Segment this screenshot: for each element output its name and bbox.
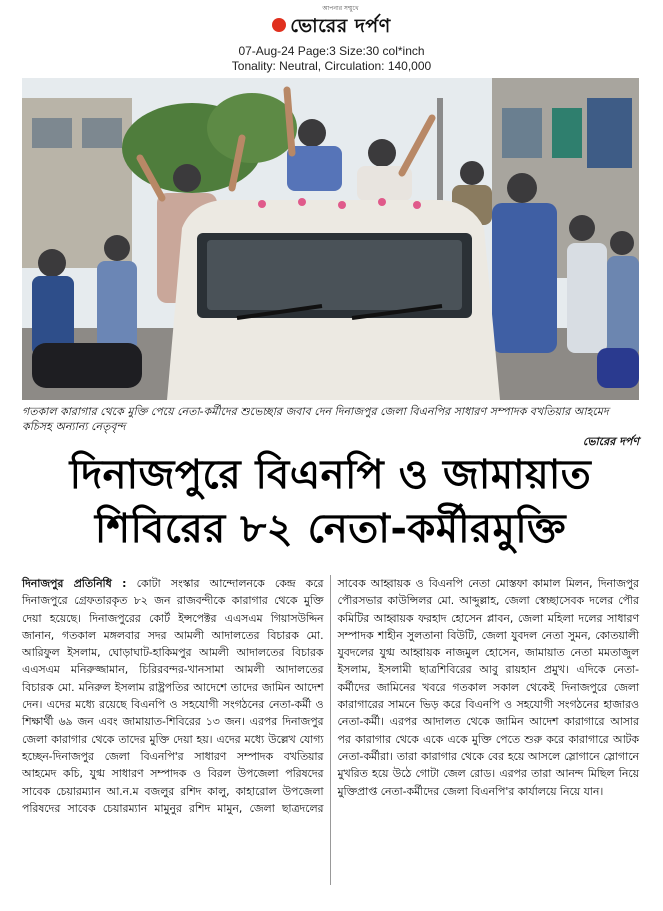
headline-line-2: শিবিরের ৮২ নেতা-কর্মীরমুক্তি <box>94 506 567 552</box>
article-body <box>22 575 639 885</box>
masthead <box>0 6 663 74</box>
tonality-info: Tonality: Neutral, Circulation: 140,000 <box>231 59 432 73</box>
news-photo <box>22 78 639 400</box>
article-text: কোটা সংস্কার আন্দোলনকে কেন্দ্র করে দিনাজপুরে গ্রেফতারকৃত ৮২ জন রাজবন্দীকে কারাগার থেকে মুক্তি দেয়া হয়েছে। দিনাজপুরের কোর্ট ইন্সপেক্টর এএসএম গিয়াসউদ্দিন জানান, গতকাল মঙ্গলবার সদর আমলী আদালতের বিচারক মো. আরিফুল ইসলাম, ঘোড়াঘাট-হাকিমপুর আমলী আদালতের বিচারক এএসএম মনিরুজ্জামান, চিরিরবন্দর-খানসামা আমলী আদালতের বিচারক মো. মনিরুল ইসলাম রাষ্ট্রপতির আদেশে তাদের জামিন আদেশ দেন। এদের মধ্যে রয়েছে বিএনপি ও সহযোগী সংগঠনের নেতা-কর্মী ও শিক্ষার্থী ৬৯ জন এবং জামায়াত-শিবিরের ১৩ জন। এরপর দিনাজপুর জেলা কারাগার থেকে তাদের মুক্তি দেয়া হয়। এদের মধ্যে উল্লেখ যোগ্য হচ্ছেন-দিনাজপুর জেলা বিএনপি'র সাধারণ সম্পাদক বখতিয়ার আহমেদ কচি, যুগ্ম সাধারণ সম্পাদক ও বিরল উপজেলা পরিষদের সাবেক চেয়ারম্যান আ.ন.ম বজলুর রশিদ কালু, কাহারোল উপজেলা পরিষদের সাবেক চেয়ারম্যান মামুনুর রশিদ মামুন, জেলা ছাত্রদলের সাবেক আহ্বায়ক ও বিএনপি নেতা মোস্তফা কামাল মিলন, দিনাজপুর পৌরসভার কাউন্সিলর মো. আব্দুল্লাহ, জেলা স্বেচ্ছাসেবক দলের পৌর কমিটির আহ্বায়ক ফরহাদ হোসেন প্লাবন, জেলা মহিলা দলের সাধারণ সম্পাদক শাহীন সুলতানা বিউটি, জেলা যুবদল নেতা সুমন, কোতয়ালী যুবদলের যুগ্ম আহ্বায়ক নাজমুল হোসেন, জামায়াত নেতা মমতাজুল ইসলাম, ইসলামী ছাত্রশিবিরের আবু রায়হান প্রমুখ। এদিকে নেতা-কর্মীদের জামিনের খবরে গতকাল সকাল থেকেই দিনাজপুরে জেলা কারাগারের সামনে ভিড় করে বিএনপি ও সহযোগী সংগঠনের হাজারও নেতা-কর্মী। এরপর আদালত থেকে জামিন আদেশ কারাগারে আসার পর কারাগার থেকে একে একে মুক্তি পেতে শুরু করে কারাগারে আটক নেতা-কর্মীরা। তারা কারাগার থেকে বের হয়ে আসলে স্লোগানে স্লোগানে মুখরিত হয়ে উঠে গোটা জেল রোড। এরপর তারা আনন্দ মিছিল নিয়ে মুক্তিপ্রাপ্ত নেতা-কর্মীদের জেলা বিএনপি'র কার্যালয়ে নিয়ে যান। <box>22 577 639 815</box>
photo-credit: ভোরের দর্পণ <box>582 435 639 448</box>
clipping-info: 07-Aug-24 Page:3 Size:30 col*inch <box>238 44 425 58</box>
caption-text: গতকাল কারাগার থেকে মুক্তি পেয়ে নেতা-কর্মীদের শুভেচ্ছার জবাব দেন দিনাজপুর জেলা বিএনপির সাধারণ সম্পাদক বখতিয়ার আহমেদ কচিসহ অন্যান্য নেতৃবৃন্দ <box>22 405 609 433</box>
headline <box>22 448 639 556</box>
sun-logo-icon <box>272 18 286 32</box>
logo-text: ভোরের দর্পণ <box>290 15 391 37</box>
byline: দিনাজপুর প্রতিনিধি : <box>22 577 127 590</box>
newspaper-logo <box>272 6 390 44</box>
photo-caption <box>22 404 639 449</box>
headline-line-1: দিনাজপুরে বিএনপি ও জামায়াত <box>69 452 592 498</box>
logo-tagline: আপনার সম্মুখে <box>322 5 359 12</box>
